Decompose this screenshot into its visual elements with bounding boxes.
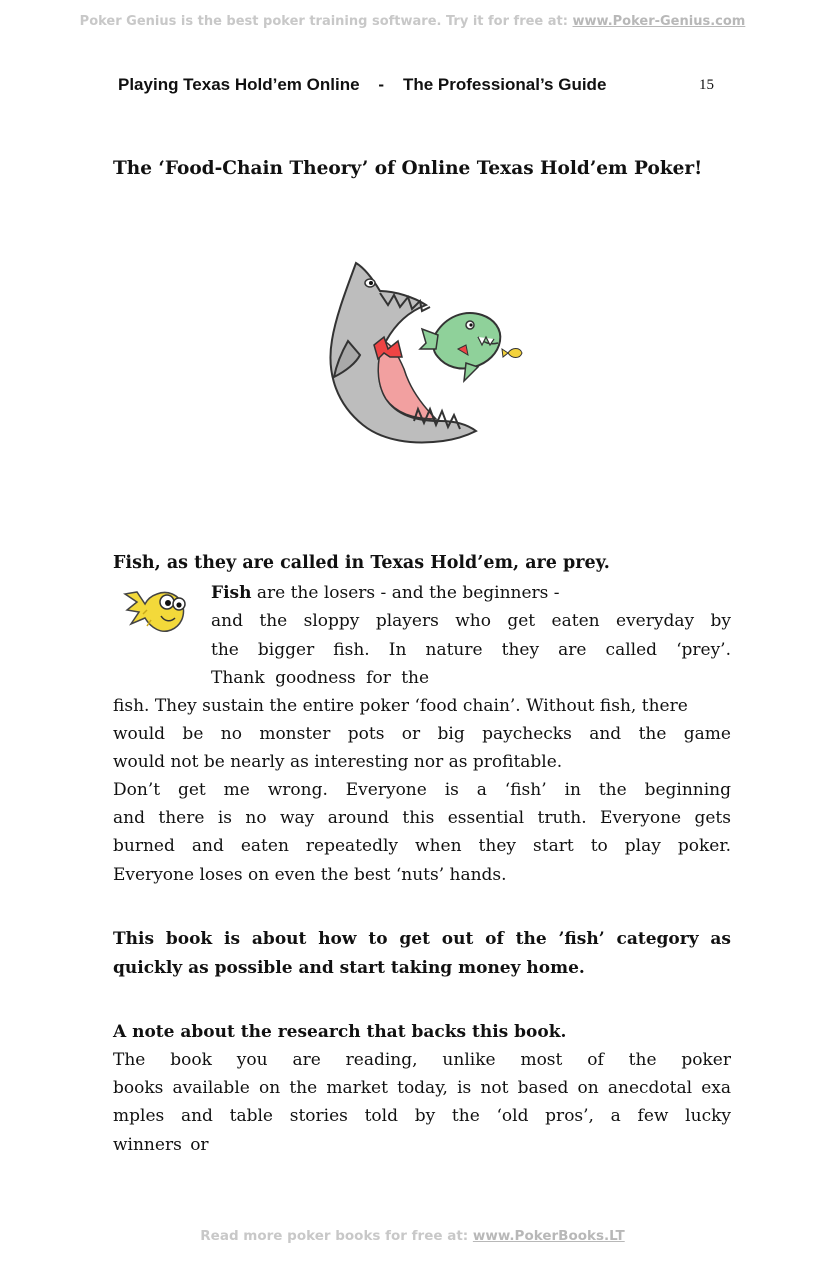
fish-line-6: would be no monster pots or big paychecks and the game <box>113 724 731 744</box>
page-number: 15 <box>699 77 714 93</box>
bottom-promo-banner <box>0 1228 825 1244</box>
fish-line-1 <box>211 579 560 607</box>
fish-line-10: burned and eaten repeatedly when they start to play poker. <box>113 836 731 856</box>
fish-line-9: and there is no way around this essential truth. Everyone gets <box>113 808 731 828</box>
pokerbooks-link[interactable]: www.PokerBooks.LT <box>472 1228 625 1244</box>
running-head-title: Playing Texas Hold’em Online - The Professional’s Guide <box>118 75 607 94</box>
fish-line-7: would not be nearly as interesting nor as profitable. <box>113 752 563 772</box>
research-line-1: The book you are reading, unlike most of the poker <box>113 1050 731 1070</box>
fish-section-heading: Fish, as they are called in Texas Hold’em, are prey. <box>113 553 610 573</box>
book-about-line-2: quickly as possible and start taking money home. <box>113 958 585 978</box>
poker-genius-link[interactable]: www.Poker-Genius.com <box>572 14 746 29</box>
fish-line-5: fish. They sustain the entire poker ‘food chain’. Without fish, there <box>113 696 688 716</box>
top-banner-text: Poker Genius is the best poker training software. Try it for free at: <box>79 14 573 29</box>
top-promo-banner <box>0 14 825 29</box>
research-line-3: mples and table stories told by the ‘old pros’, a few lucky <box>113 1106 731 1126</box>
fish-line-2: and the sloppy players who get eaten everyday by <box>211 611 731 631</box>
research-line-2: books available on the market today, is not based on anecdotal exa <box>113 1078 731 1098</box>
research-heading: A note about the research that backs this book. <box>113 1022 567 1042</box>
fish-line-4: Thank goodness for the <box>211 668 430 688</box>
yellow-fish-icon <box>117 580 191 642</box>
chapter-title: The ‘Food-Chain Theory’ of Online Texas Hold’em Poker! <box>113 158 703 179</box>
research-line-4: winners or <box>113 1135 209 1155</box>
fish-line-3: the bigger fish. In nature they are called ‘prey’. <box>211 640 731 660</box>
shark-eating-fish-illustration <box>318 245 533 455</box>
fish-line-1-rest: are the losers - and the beginners - <box>251 583 560 603</box>
book-about-line-1: This book is about how to get out of the ’fish’ category as <box>113 929 731 949</box>
fish-line-11: Everyone loses on even the best ‘nuts’ hands. <box>113 865 507 885</box>
fish-term: Fish <box>211 583 252 603</box>
fish-line-8: Don’t get me wrong. Everyone is a ‘fish’ in the beginning <box>113 780 731 800</box>
bottom-banner-text: Read more poker books for free at: <box>200 1228 473 1244</box>
